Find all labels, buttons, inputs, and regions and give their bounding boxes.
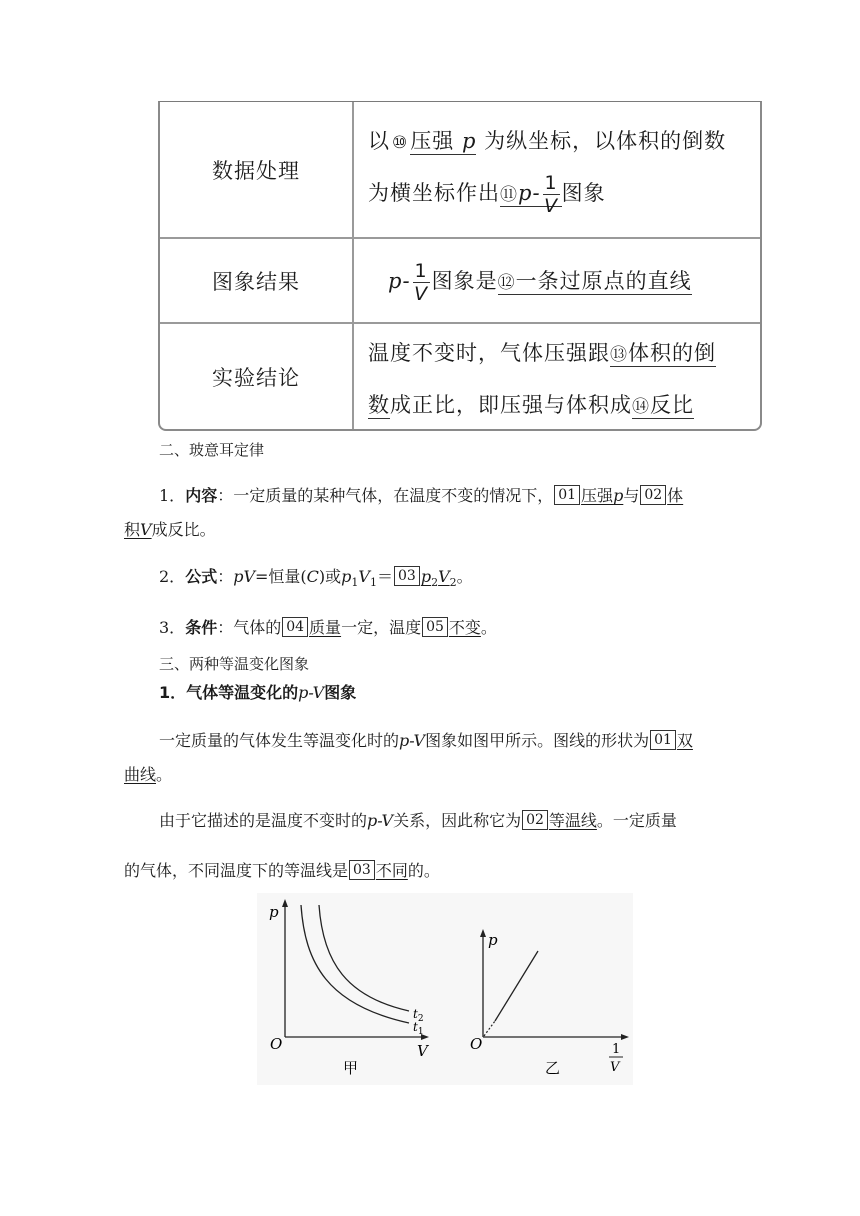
left-y-label: p <box>269 903 279 921</box>
table-row <box>160 324 760 430</box>
paragraph-continued: 曲线。 <box>124 765 173 784</box>
answer-box: 03 <box>349 860 375 880</box>
answer-box: 04 <box>282 617 308 637</box>
answer-box: 01 <box>554 485 580 505</box>
law-content: 1．内容：一定质量的某种气体，在温度不变的情况下， 01 压强p与 02 体 <box>159 486 684 505</box>
answer-text: 压强p <box>581 486 624 505</box>
fraction: $\frac{1}{V}$ <box>544 171 559 217</box>
answer-text: ⑪p- $\frac{1}{V}$ <box>500 181 562 207</box>
answer-text: ⑫一条过原点的直线 <box>497 269 692 293</box>
section-heading: 二、玻意耳定律 <box>159 441 265 459</box>
isotherm-figure <box>257 893 633 1085</box>
answer-text: 压强 p <box>410 129 477 153</box>
left-caption: 甲 <box>343 1059 359 1077</box>
answer-number: ⑩ <box>392 133 409 153</box>
answer-box: 05 <box>422 617 448 637</box>
right-x-label-denominator: V <box>610 1060 620 1075</box>
answer-text: 等温线 <box>548 811 597 830</box>
right-caption: 乙 <box>545 1059 561 1077</box>
law-condition: 3．条件：气体的 04 质量一定，温度 05 不变。 <box>159 618 497 637</box>
answer-text: 体 <box>667 486 684 505</box>
answer-text: 双 <box>676 731 693 750</box>
answer-box: 02 <box>522 810 548 830</box>
paragraph: 由于它描述的是温度不变时的p-V关系，因此称它为 02 等温线。一定质量 <box>159 811 677 830</box>
right-origin: O <box>470 1035 483 1053</box>
answer-text: 不同 <box>375 861 408 880</box>
paragraph: 一定质量的气体发生等温变化时的p-V图象如图甲所示。图线的形状为 01 双 <box>159 731 693 750</box>
answer-text: $p_2V_2$ <box>420 567 457 590</box>
left-origin: O <box>270 1035 283 1053</box>
right-y-label: p <box>488 931 498 949</box>
row-content: p- $\frac{1}{V}$ 图象是⑫一条过原点的直线 <box>388 259 692 305</box>
paragraph-continued: 的气体，不同温度下的等温线是 03 不同的。 <box>124 861 440 880</box>
figure-background <box>257 893 633 1085</box>
table-row <box>160 102 760 239</box>
right-x-label-numerator: 1 <box>612 1042 621 1057</box>
answer-text: 不变 <box>448 618 481 637</box>
answer-box: 02 <box>640 485 666 505</box>
answer-text: 质量 <box>309 618 342 637</box>
answer-box: 01 <box>650 730 676 750</box>
left-x-label: V <box>417 1042 428 1060</box>
answer-text: ⑬体积的倒 <box>610 341 716 365</box>
section-heading: 三、两种等温变化图象 <box>159 655 310 673</box>
subsection-heading: 1．气体等温变化的p-V图象 <box>159 683 357 702</box>
row-label: 实验结论 <box>212 366 300 390</box>
summary-table <box>158 101 762 431</box>
answer-text: ⑭反比 <box>632 393 694 417</box>
row-content: 以 ⑩压强 p 为纵坐标，以体积的倒数 为横坐标作出⑪p- $\frac{1}{V}$ 图象 <box>368 129 727 217</box>
table-row <box>160 239 760 324</box>
law-formula: 2．公式：pV=恒量(C)或$p_1V_1= 03$ $p_2V_2$。 <box>159 567 473 590</box>
row-label: 数据处理 <box>212 158 300 183</box>
row-label: 图象结果 <box>212 269 300 294</box>
isotherm-t2-label: $t_2$ <box>413 1007 424 1024</box>
answer-box: 03 <box>394 566 420 586</box>
law-content-continued: 积V成反比。 <box>124 520 216 539</box>
fraction: $\frac{1}{V}$ <box>414 259 429 305</box>
answer-text: 积V <box>124 520 152 539</box>
answer-text: 曲线 <box>124 765 157 784</box>
isotherm-t1-label: $t_1$ <box>413 1020 424 1037</box>
row-content: 温度不变时，气体压强跟⑬体积的倒 数成正比，即压强与体积成⑭反比 <box>368 341 716 417</box>
